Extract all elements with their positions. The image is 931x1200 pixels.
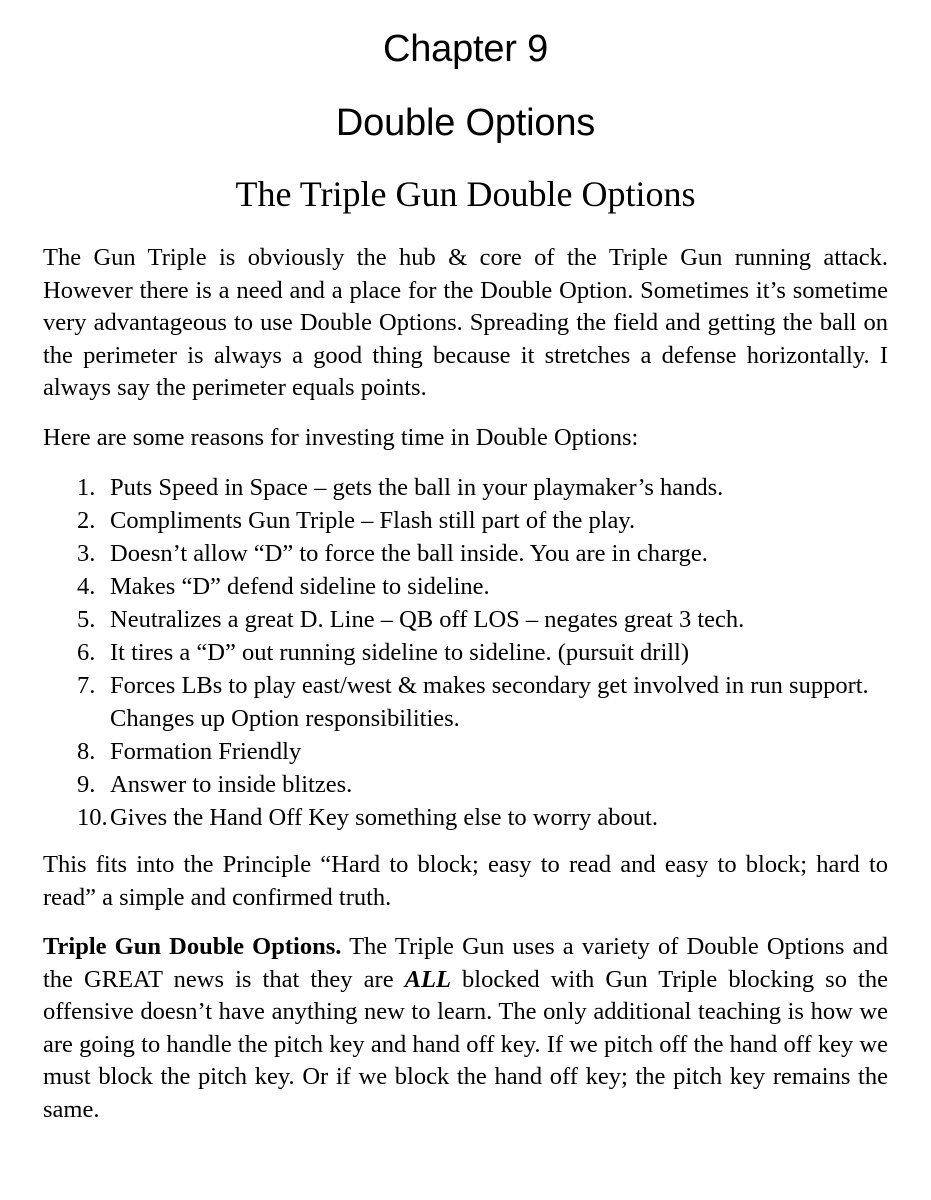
list-item-text: Makes “D” defend sideline to sideline. — [110, 573, 490, 600]
list-item-number: 4. — [77, 573, 96, 600]
list-item-text: Compliments Gun Triple – Flash still part of the play. — [110, 507, 636, 534]
list-item — [43, 636, 888, 669]
list-item — [43, 801, 888, 834]
reasons-lead-in-paragraph: Here are some reasons for investing time in Double Options: — [43, 423, 639, 451]
triple-gun-text-b: blocked with Gun Triple blocking so the offensive doesn’t have anything new to learn. The only additional teaching is how we are going to handle the pitch key and hand off key. If we pitch off the hand off key we must block the pitch key. Or if we block the hand off key; the pitch key remains the same. — [43, 965, 888, 1123]
triple-gun-lead-bold: Triple Gun Double Options. — [43, 933, 342, 960]
list-item — [43, 735, 888, 768]
list-item-number: 1. — [77, 474, 96, 501]
reasons-list-wrapper — [43, 471, 888, 834]
list-item — [43, 537, 888, 570]
list-item-text: Gives the Hand Off Key something else to worry about. — [110, 804, 658, 831]
list-item-text: Answer to inside blitzes. — [110, 771, 353, 798]
list-item-text: Doesn’t allow “D” to force the ball inside. You are in charge. — [110, 540, 708, 567]
triple-gun-paragraph — [43, 931, 888, 1126]
document-body — [43, 212, 888, 1126]
list-item-number: 9. — [77, 771, 96, 798]
title-heading: Double Options — [335, 102, 596, 144]
list-item — [43, 768, 888, 801]
subtitle-heading: The Triple Gun Double Options — [235, 174, 696, 214]
list-item-number: 10. — [77, 804, 108, 831]
reasons-list — [43, 471, 888, 834]
list-item-number: 5. — [77, 606, 96, 633]
list-item — [43, 669, 888, 735]
list-item-text: It tires a “D” out running sideline to sideline. (pursuit drill) — [110, 639, 690, 666]
list-item — [43, 570, 888, 603]
triple-gun-emphasis-all: ALL — [404, 965, 451, 993]
list-item-number: 3. — [77, 540, 96, 567]
intro-paragraph: The Gun Triple is obviously the hub & core of the Triple Gun running attack. However there is a need and a place for the Double Option. Sometimes it’s sometime very advantageous to use Double Options. Spreading the field and getting the ball on the perimeter is always a good thing because it stretches a defense horizontally. I always say the perimeter equals points. — [43, 244, 888, 401]
list-item-number: 2. — [77, 507, 96, 534]
list-item-number: 7. — [77, 672, 96, 699]
chapter-heading: Chapter 9 — [382, 28, 549, 70]
principle-paragraph: This fits into the Principle “Hard to block; easy to read and easy to block; hard to read” a simple and confirmed truth. — [43, 851, 888, 911]
list-item — [43, 603, 888, 636]
list-item-number: 8. — [77, 738, 96, 765]
list-item-number: 6. — [77, 639, 96, 666]
list-item — [43, 504, 888, 537]
triple-gun-text-a: The Triple Gun uses a variety of Double Options and the GREAT news is that they are — [43, 933, 888, 993]
list-item-text: Puts Speed in Space – gets the ball in your playmaker’s hands. — [110, 474, 724, 501]
list-item-text: Neutralizes a great D. Line – QB off LOS – negates great 3 tech. — [110, 606, 745, 633]
list-item — [43, 471, 888, 504]
list-item-text: Formation Friendly — [110, 738, 302, 765]
list-item-text: Forces LBs to play east/west & makes secondary get involved in run support. Changes up Option responsibilities. — [110, 672, 869, 732]
